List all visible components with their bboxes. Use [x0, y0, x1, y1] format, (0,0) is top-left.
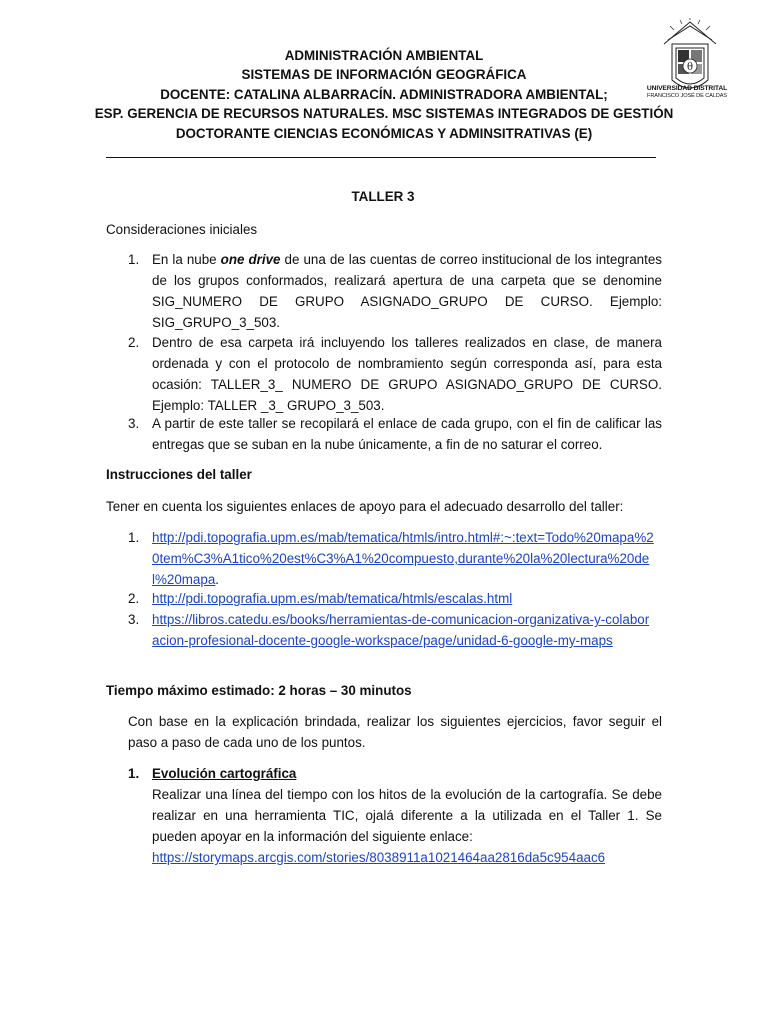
link-2-number: 2. — [128, 591, 140, 606]
consideracion-2-number: 2. — [128, 335, 140, 350]
document-header — [40, 46, 728, 143]
svg-text:θ: θ — [686, 62, 694, 73]
page-title: TALLER 3 — [351, 189, 415, 204]
consideracion-2: Dentro de esa carpeta irá incluyendo los talleres realizados en clase, de manera ordenada y con el protocolo de nombramiento según corresponda así, para esta ocasión: TALLER_3_ NUMERO DE GRUPO ASIGNADO_GRUPO DE CURSO. Ejemplo: TALLER _3_ GRUPO_3_503. — [152, 335, 662, 413]
ejercicio-1-title — [152, 763, 296, 784]
header-line-4: ESP. GERENCIA DE RECURSOS NATURALES. MSC SISTEMAS INTEGRADOS DE GESTIÓN — [94, 106, 674, 122]
ejercicios-intro: Con base en la explicación brindada, realizar los siguientes ejercicios, favor seguir el paso a paso de cada uno de los puntos. — [128, 714, 662, 750]
link-2[interactable]: http://pdi.topografia.upm.es/mab/tematica/htmls/escalas.html — [152, 591, 513, 606]
ejercicio-1-title-text: Evolución cartográfica — [152, 766, 297, 781]
consideracion-1-emph: one drive — [220, 252, 281, 267]
consideracion-3-number: 3. — [128, 416, 140, 431]
consideracion-3: A partir de este taller se recopilará el enlace de cada grupo, con el fin de calificar las entregas que se suban en la nube únicamente, a fin de no saturar el correo. — [152, 416, 662, 452]
consideracion-1-number: 1. — [128, 252, 140, 267]
header-line-1: ADMINISTRACIÓN AMBIENTAL — [284, 48, 484, 63]
link-1-suffix: . — [215, 572, 220, 587]
consideracion-1-pre: En la nube — [152, 252, 221, 267]
header-divider — [106, 157, 656, 158]
logo-name: UNIVERSIDAD DISTRITAL — [646, 85, 728, 92]
link-3[interactable]: https://libros.catedu.es/books/herramientas-de-comunicacion-organizativa-y-colaboracion-profesional-docente-google-workspace/page/unidad-6-google-my-maps — [152, 612, 650, 648]
link-1-number: 1. — [128, 530, 140, 545]
instrucciones-heading: Instrucciones del taller — [106, 467, 252, 482]
logo-subname: FRANCISCO JOSÉ DE CALDAS — [647, 93, 727, 99]
consideracion-1-post: de una de las cuentas de correo institucional de los integrantes de los grupos conformados, realizará apertura de una carpeta que se denomine SIG_NUMERO DE GRUPO ASIGNADO_GRUPO DE CURSO. Ejemplo: SIG_GRUPO_3_503. — [152, 252, 662, 330]
header-line-5: DOCTORANTE CIENCIAS ECONÓMICAS Y ADMINSITRATIVAS (E) — [175, 125, 593, 141]
consideraciones-heading: Consideraciones iniciales — [106, 222, 258, 237]
ejercicio-1-link[interactable]: https://storymaps.arcgis.com/stories/8038911a1021464aa2816da5c954aac6 — [152, 850, 606, 865]
ejercicio-1-number: 1. — [128, 766, 140, 781]
consideracion-1 — [152, 249, 662, 333]
header-line-2: SISTEMAS DE INFORMACIÓN GEOGRÁFICA — [241, 67, 527, 83]
instrucciones-intro: Tener en cuenta los siguientes enlaces de apoyo para el adecuado desarrollo del taller: — [106, 499, 624, 514]
ejercicio-1-text: Realizar una línea del tiempo con los hitos de la evolución de la cartografía. Se debe realizar en una herramienta TIC, ojalá diferente a la utilizada en el Taller 1. Se pueden apoyar en la información del siguiente enlace: — [152, 787, 662, 844]
tiempo-estimado: Tiempo máximo estimado: 2 horas – 30 minutos — [106, 683, 412, 698]
link-3-item — [152, 609, 652, 651]
link-2-item — [152, 588, 658, 609]
link-3-number: 3. — [128, 612, 140, 627]
link-1[interactable]: http://pdi.topografia.upm.es/mab/tematica/htmls/intro.html#:~:text=Todo%20mapa%20tem%C3%A1tico%20est%C3%A1%20compuesto,durante%20la%20lectura%20del%20mapa — [152, 530, 654, 587]
ejercicio-1-link-line — [152, 847, 605, 868]
link-1-item — [152, 527, 658, 590]
header-line-3: DOCENTE: CATALINA ALBARRACÍN. ADMINISTRADORA AMBIENTAL; — [160, 86, 608, 102]
